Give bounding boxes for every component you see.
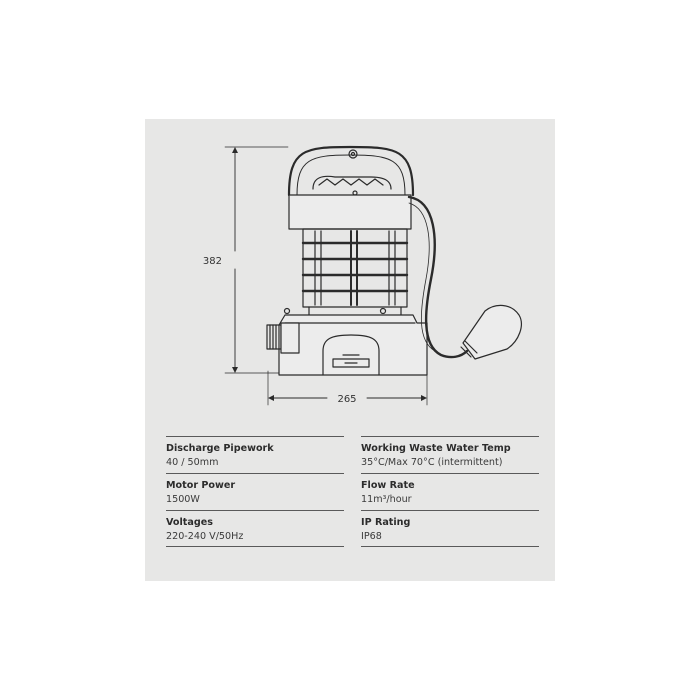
pump-base	[267, 309, 427, 376]
spec-discharge-pipework	[166, 436, 344, 473]
spec-motor-power	[166, 473, 344, 510]
width-dimension-label: 265	[337, 394, 357, 405]
spec-label: Flow Rate	[361, 480, 415, 491]
product-spec-card	[145, 119, 555, 581]
strainer-cage	[303, 229, 407, 315]
spec-value: 11m³/hour	[361, 494, 412, 505]
spec-value: IP68	[361, 531, 382, 542]
height-dimension-label: 382	[202, 256, 222, 267]
spec-label: IP Rating	[361, 517, 411, 528]
spec-voltages	[166, 510, 344, 547]
spec-label: Discharge Pipework	[166, 443, 274, 454]
carry-handle	[289, 147, 413, 195]
spec-label: Motor Power	[166, 480, 236, 491]
spec-value: 40 / 50mm	[166, 457, 219, 468]
spec-column-left	[166, 436, 344, 547]
spec-value: 35°C/Max 70°C (intermittent)	[361, 457, 503, 468]
spec-value: 1500W	[166, 494, 200, 505]
spec-value: 220-240 V/50Hz	[166, 531, 244, 542]
spec-label: Working Waste Water Temp	[361, 443, 511, 454]
pump-technical-drawing	[145, 119, 555, 419]
spec-working-waste-water-temp	[361, 436, 539, 473]
spec-column-right	[361, 436, 539, 547]
spec-ip-rating	[361, 510, 539, 547]
spec-flow-rate	[361, 473, 539, 510]
spec-label: Voltages	[166, 517, 213, 528]
